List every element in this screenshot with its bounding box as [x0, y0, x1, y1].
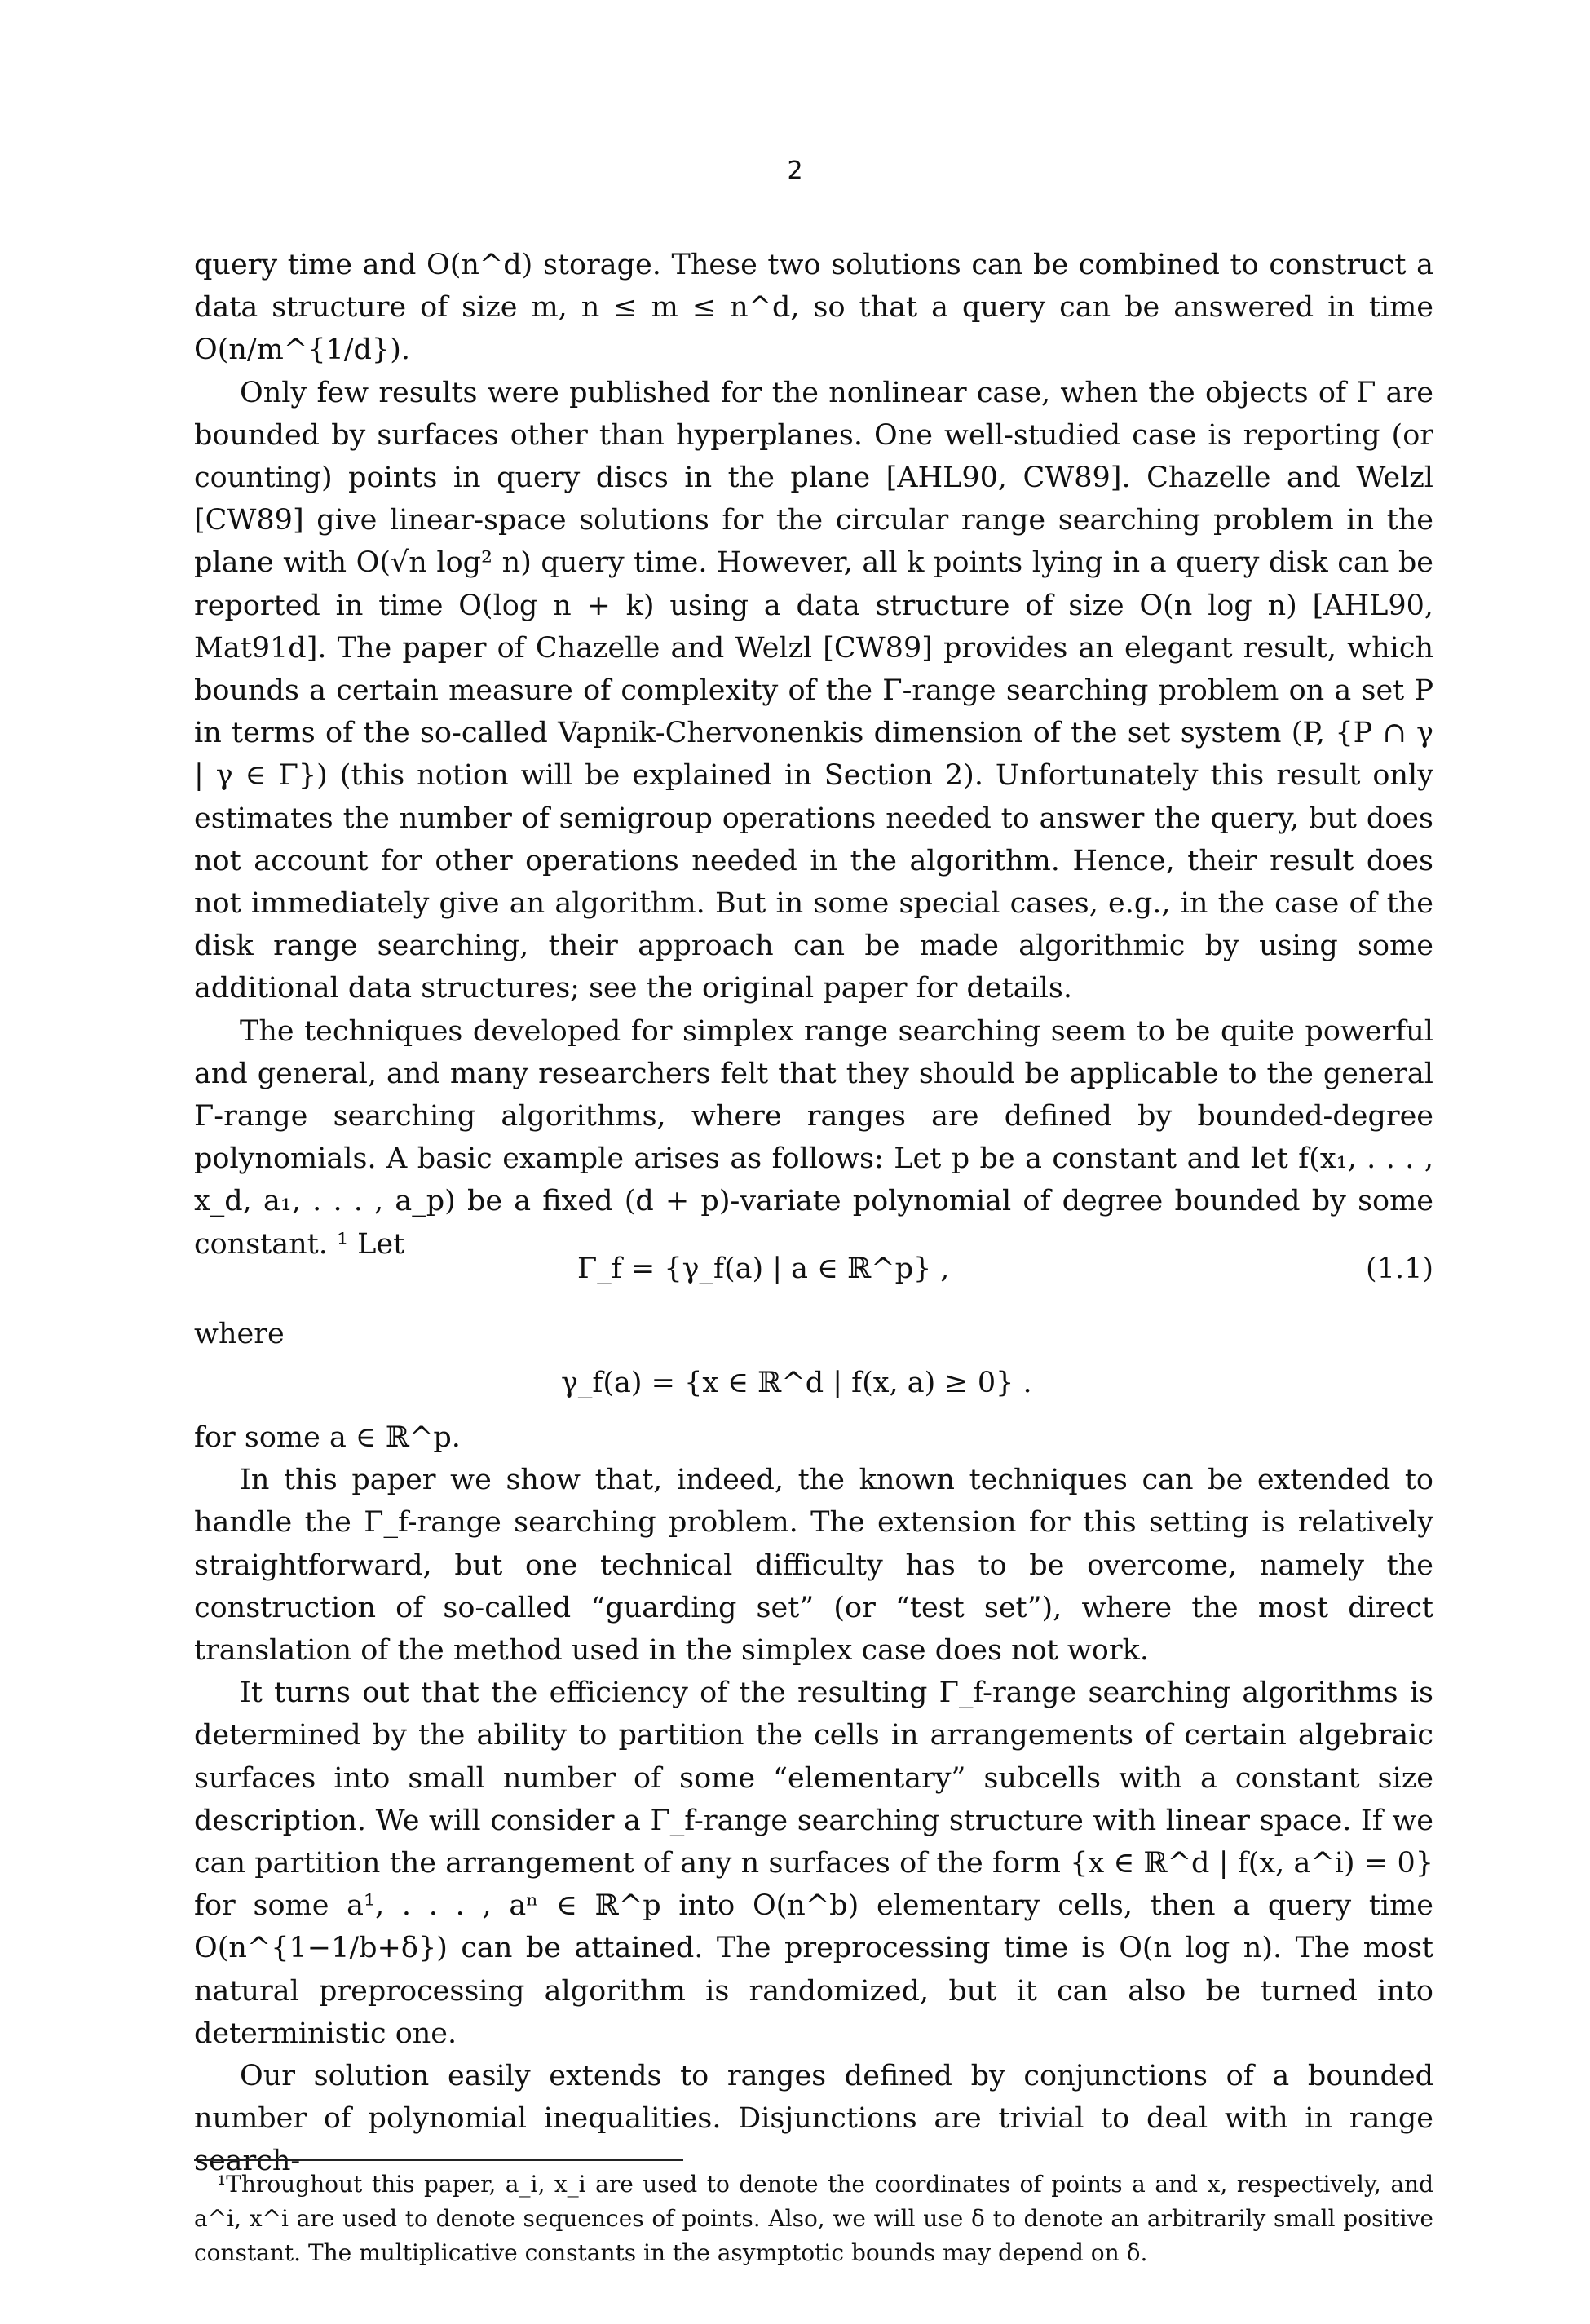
- for-some-line: for some a ∈ ℝ^p.: [194, 1421, 461, 1454]
- where-word: where: [194, 1318, 285, 1350]
- equation-number: (1.1): [1366, 1253, 1433, 1285]
- paragraph-3: The techniques developed for simplex range searching seem to be quite powerful and general, and many researchers felt that they should be applicable to the general Γ-range searching algorithms, where ranges are defined by bounded-degree polynomials. A basic example arises as follows: Let p be a constant and let f(x₁, . . . , x_d, a₁, . . . , a_p) be a fixed (d + p)-variate polynomial of degree bounded by some constant. ¹ Let: [194, 1014, 1433, 1261]
- equation-1-1: [194, 1248, 1433, 1290]
- paragraph-5: It turns out that the efficiency of the resulting Γ_f-range searching algorithms is determined by the ability to partition the cells in arrangements of certain algebraic surfaces into small number of some “elementary” subcells with a constant size description. We will consider a Γ_f-range searching structure with linear space. If we can partition the arrangement of any n surfaces of the form {x ∈ ℝ^d | f(x, a^i) = 0} for some a¹, . . . , aⁿ ∈ ℝ^p into O(n^b) elementary cells, then a query time O(n^{1−1/b+δ}) can be attained. The preprocessing time is O(n log n). The most natural preprocessing algorithm is randomized, but it can also be turned into deterministic one.: [194, 1677, 1433, 2050]
- equation-2-expression: γ_f(a) = {x ∈ ℝ^d | f(x, a) ≥ 0} .: [561, 1367, 1032, 1399]
- equation-2: [194, 1362, 1433, 1404]
- footnote: [194, 2167, 1433, 2270]
- page-number: 2: [787, 157, 803, 185]
- where-line: [194, 1313, 1433, 1355]
- paragraph-1: query time and O(n^d) storage. These two solutions can be combined to construct a data structure of size m, n ≤ m ≤ n^d, so that a query can be answered in time O(n/m^{1/d}).: [194, 249, 1433, 367]
- paragraph-2: Only few results were published for the nonlinear case, when the objects of Γ are bounded by surfaces other than hyperplanes. One well-studied case is reporting (or counting) points in query discs in the plane [AHL90, CW89]. Chazelle and Welzl [CW89] give linear-space solutions for the circular range searching problem in the plane with O(√n log² n) query time. However, all k points lying in a query disk can be reported in time O(log n + k) using a data structure of size O(n log n) [AHL90, Mat91d]. The paper of Chazelle and Welzl [CW89] provides an elegant result, which bounds a certain measure of complexity of the Γ-range searching problem on a set P in terms of the so-called Vapnik-Chervonenkis dimension of the set system (P, {P ∩ γ | γ ∈ Γ}) (this notion will be explained in Section 2). Unfortunately this result only estimates the number of semigroup operations needed to answer the query, but does not account for other operations needed in the algorithm. Hence, their result does not immediately give an algorithm. But in some special cases, e.g., in the case of the disk range searching, their approach can be made algorithmic by using some additional data structures; see the original paper for details.: [194, 376, 1433, 1005]
- body-text-lower: [194, 1416, 1433, 2183]
- equation-1-1-expression: Γ_f = {γ_f(a) | a ∈ ℝ^p} ,: [577, 1253, 950, 1285]
- paragraph-4: In this paper we show that, indeed, the known techniques can be extended to handle the Γ_f-range searching problem. The extension for this setting is relatively straightforward, but one technical difficulty has to be overcome, namely the construction of so-called “guarding set” (or “test set”), where the most direct translation of the method used in the simplex case does not work.: [194, 1464, 1433, 1668]
- paragraph-6: Our solution easily extends to ranges defined by conjunctions of a bounded number of polynomial inequalities. Disjunctions are trivial to deal with in range search-: [194, 2060, 1433, 2178]
- footnote-rule: [194, 2159, 683, 2161]
- body-text-upper: [194, 244, 1433, 1266]
- footnote-text: ¹Throughout this paper, a_i, x_i are used to denote the coordinates of points a and x, respectively, and a^i, x^i are used to denote sequences of points. Also, we will use δ to denote an arbitrarily small positive constant. The multiplicative constants in the asymptotic bounds may depend on δ.: [194, 2171, 1433, 2266]
